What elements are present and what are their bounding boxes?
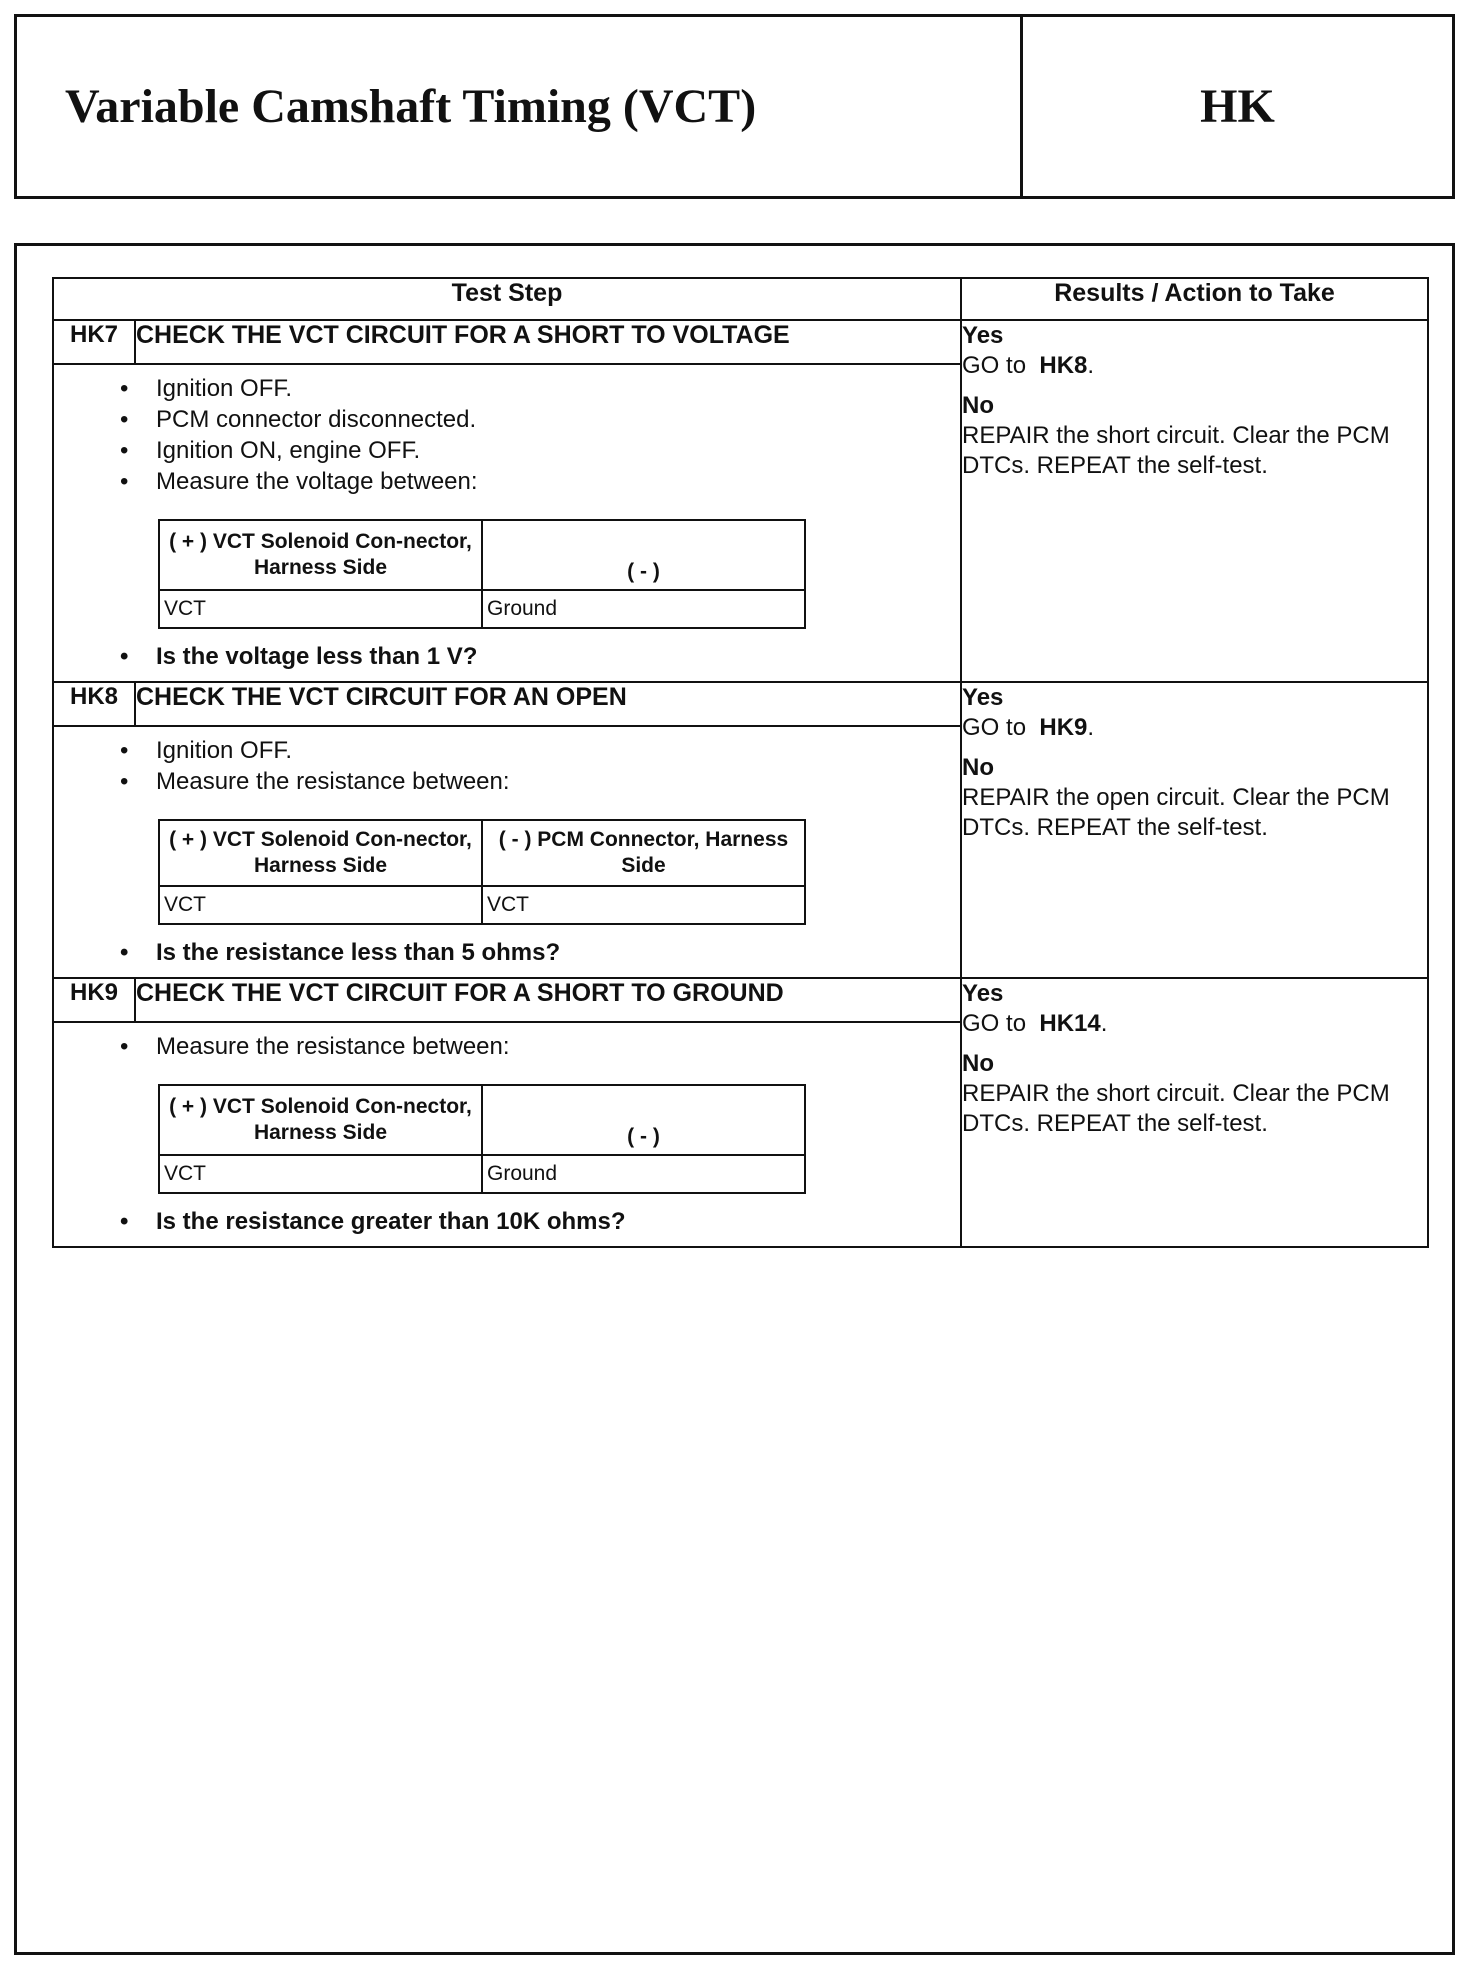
step-body — [53, 364, 961, 682]
result-yes-label: Yes — [962, 980, 1004, 1007]
step-title: CHECK THE VCT CIRCUIT FOR A SHORT TO GROUND — [135, 978, 961, 1022]
meas-positive-header: ( + ) VCT Solenoid Con-nector, Harness Side — [159, 820, 482, 886]
result-no-label: No — [962, 1050, 995, 1077]
result-no-action: REPAIR the short circuit. Clear the PCM DTCs. REPEAT the self-test. — [962, 1080, 1390, 1137]
meas-negative-value: Ground — [482, 590, 805, 628]
step-id: HK8 — [53, 682, 135, 726]
step-title: CHECK THE VCT CIRCUIT FOR AN OPEN — [135, 682, 961, 726]
step-id: HK7 — [53, 320, 135, 364]
instruction-item: • Measure the resistance between: — [156, 766, 960, 797]
meas-positive-value: VCT — [159, 886, 482, 924]
test-step-header: Test Step — [53, 278, 961, 320]
page-header — [14, 14, 1455, 199]
result-yes-action: GO to HK14. — [962, 1010, 1108, 1037]
step-question: • Is the voltage less than 1 V? — [54, 643, 960, 671]
step-question: • Is the resistance greater than 10K ohms? — [54, 1208, 960, 1236]
step-id: HK9 — [53, 978, 135, 1022]
result-yes-action: GO to HK9. — [962, 714, 1095, 741]
result-yes-action: GO to HK8. — [962, 352, 1095, 379]
result-yes-label: Yes — [962, 322, 1004, 349]
measurement-table — [158, 519, 806, 629]
step-result — [961, 320, 1428, 682]
result-no-label: No — [962, 754, 995, 781]
step-result — [961, 978, 1428, 1247]
instruction-item: • Ignition OFF. — [156, 373, 960, 404]
results-header: Results / Action to Take — [961, 278, 1428, 320]
step-instructions — [54, 373, 960, 497]
goto-target-link[interactable]: HK14 — [1039, 1010, 1101, 1037]
result-no-action: REPAIR the open circuit. Clear the PCM DTCs. REPEAT the self-test. — [962, 784, 1390, 841]
meas-positive-value: VCT — [159, 590, 482, 628]
instruction-item: • Ignition ON, engine OFF. — [156, 435, 960, 466]
meas-negative-value: Ground — [482, 1155, 805, 1193]
meas-positive-value: VCT — [159, 1155, 482, 1193]
instruction-item: • Measure the resistance between: — [156, 1031, 960, 1062]
meas-negative-value: VCT — [482, 886, 805, 924]
page-title: Variable Camshaft Timing (VCT) — [17, 17, 1023, 196]
step-body — [53, 1022, 961, 1247]
meas-positive-header: ( + ) VCT Solenoid Con-nector, Harness Side — [159, 1085, 482, 1155]
step-hk8 — [53, 682, 1428, 978]
meas-positive-header: ( + ) VCT Solenoid Con-nector, Harness Side — [159, 520, 482, 590]
result-yes-label: Yes — [962, 684, 1004, 711]
meas-negative-header: ( - ) — [482, 520, 805, 590]
step-body — [53, 726, 961, 978]
section-code: HK — [1200, 80, 1275, 133]
meas-negative-header: ( - ) PCM Connector, Harness Side — [482, 820, 805, 886]
result-no-action: REPAIR the short circuit. Clear the PCM DTCs. REPEAT the self-test. — [962, 422, 1390, 479]
goto-target-link[interactable]: HK9 — [1039, 714, 1088, 741]
step-title: CHECK THE VCT CIRCUIT FOR A SHORT TO VOLTAGE — [135, 320, 961, 364]
content-frame — [14, 243, 1455, 1955]
goto-target-link[interactable]: HK8 — [1039, 352, 1088, 379]
test-step-table — [52, 277, 1429, 1248]
step-instructions — [54, 735, 960, 797]
measurement-table — [158, 819, 806, 925]
instruction-item: • Ignition OFF. — [156, 735, 960, 766]
meas-negative-header: ( - ) — [482, 1085, 805, 1155]
measurement-table — [158, 1084, 806, 1194]
step-result — [961, 682, 1428, 978]
instruction-item: • PCM connector disconnected. — [156, 404, 960, 435]
result-no-label: No — [962, 392, 995, 419]
step-hk9 — [53, 978, 1428, 1247]
step-question: • Is the resistance less than 5 ohms? — [54, 939, 960, 967]
step-hk7 — [53, 320, 1428, 682]
step-instructions — [54, 1031, 960, 1062]
instruction-item: • Measure the voltage between: — [156, 466, 960, 497]
